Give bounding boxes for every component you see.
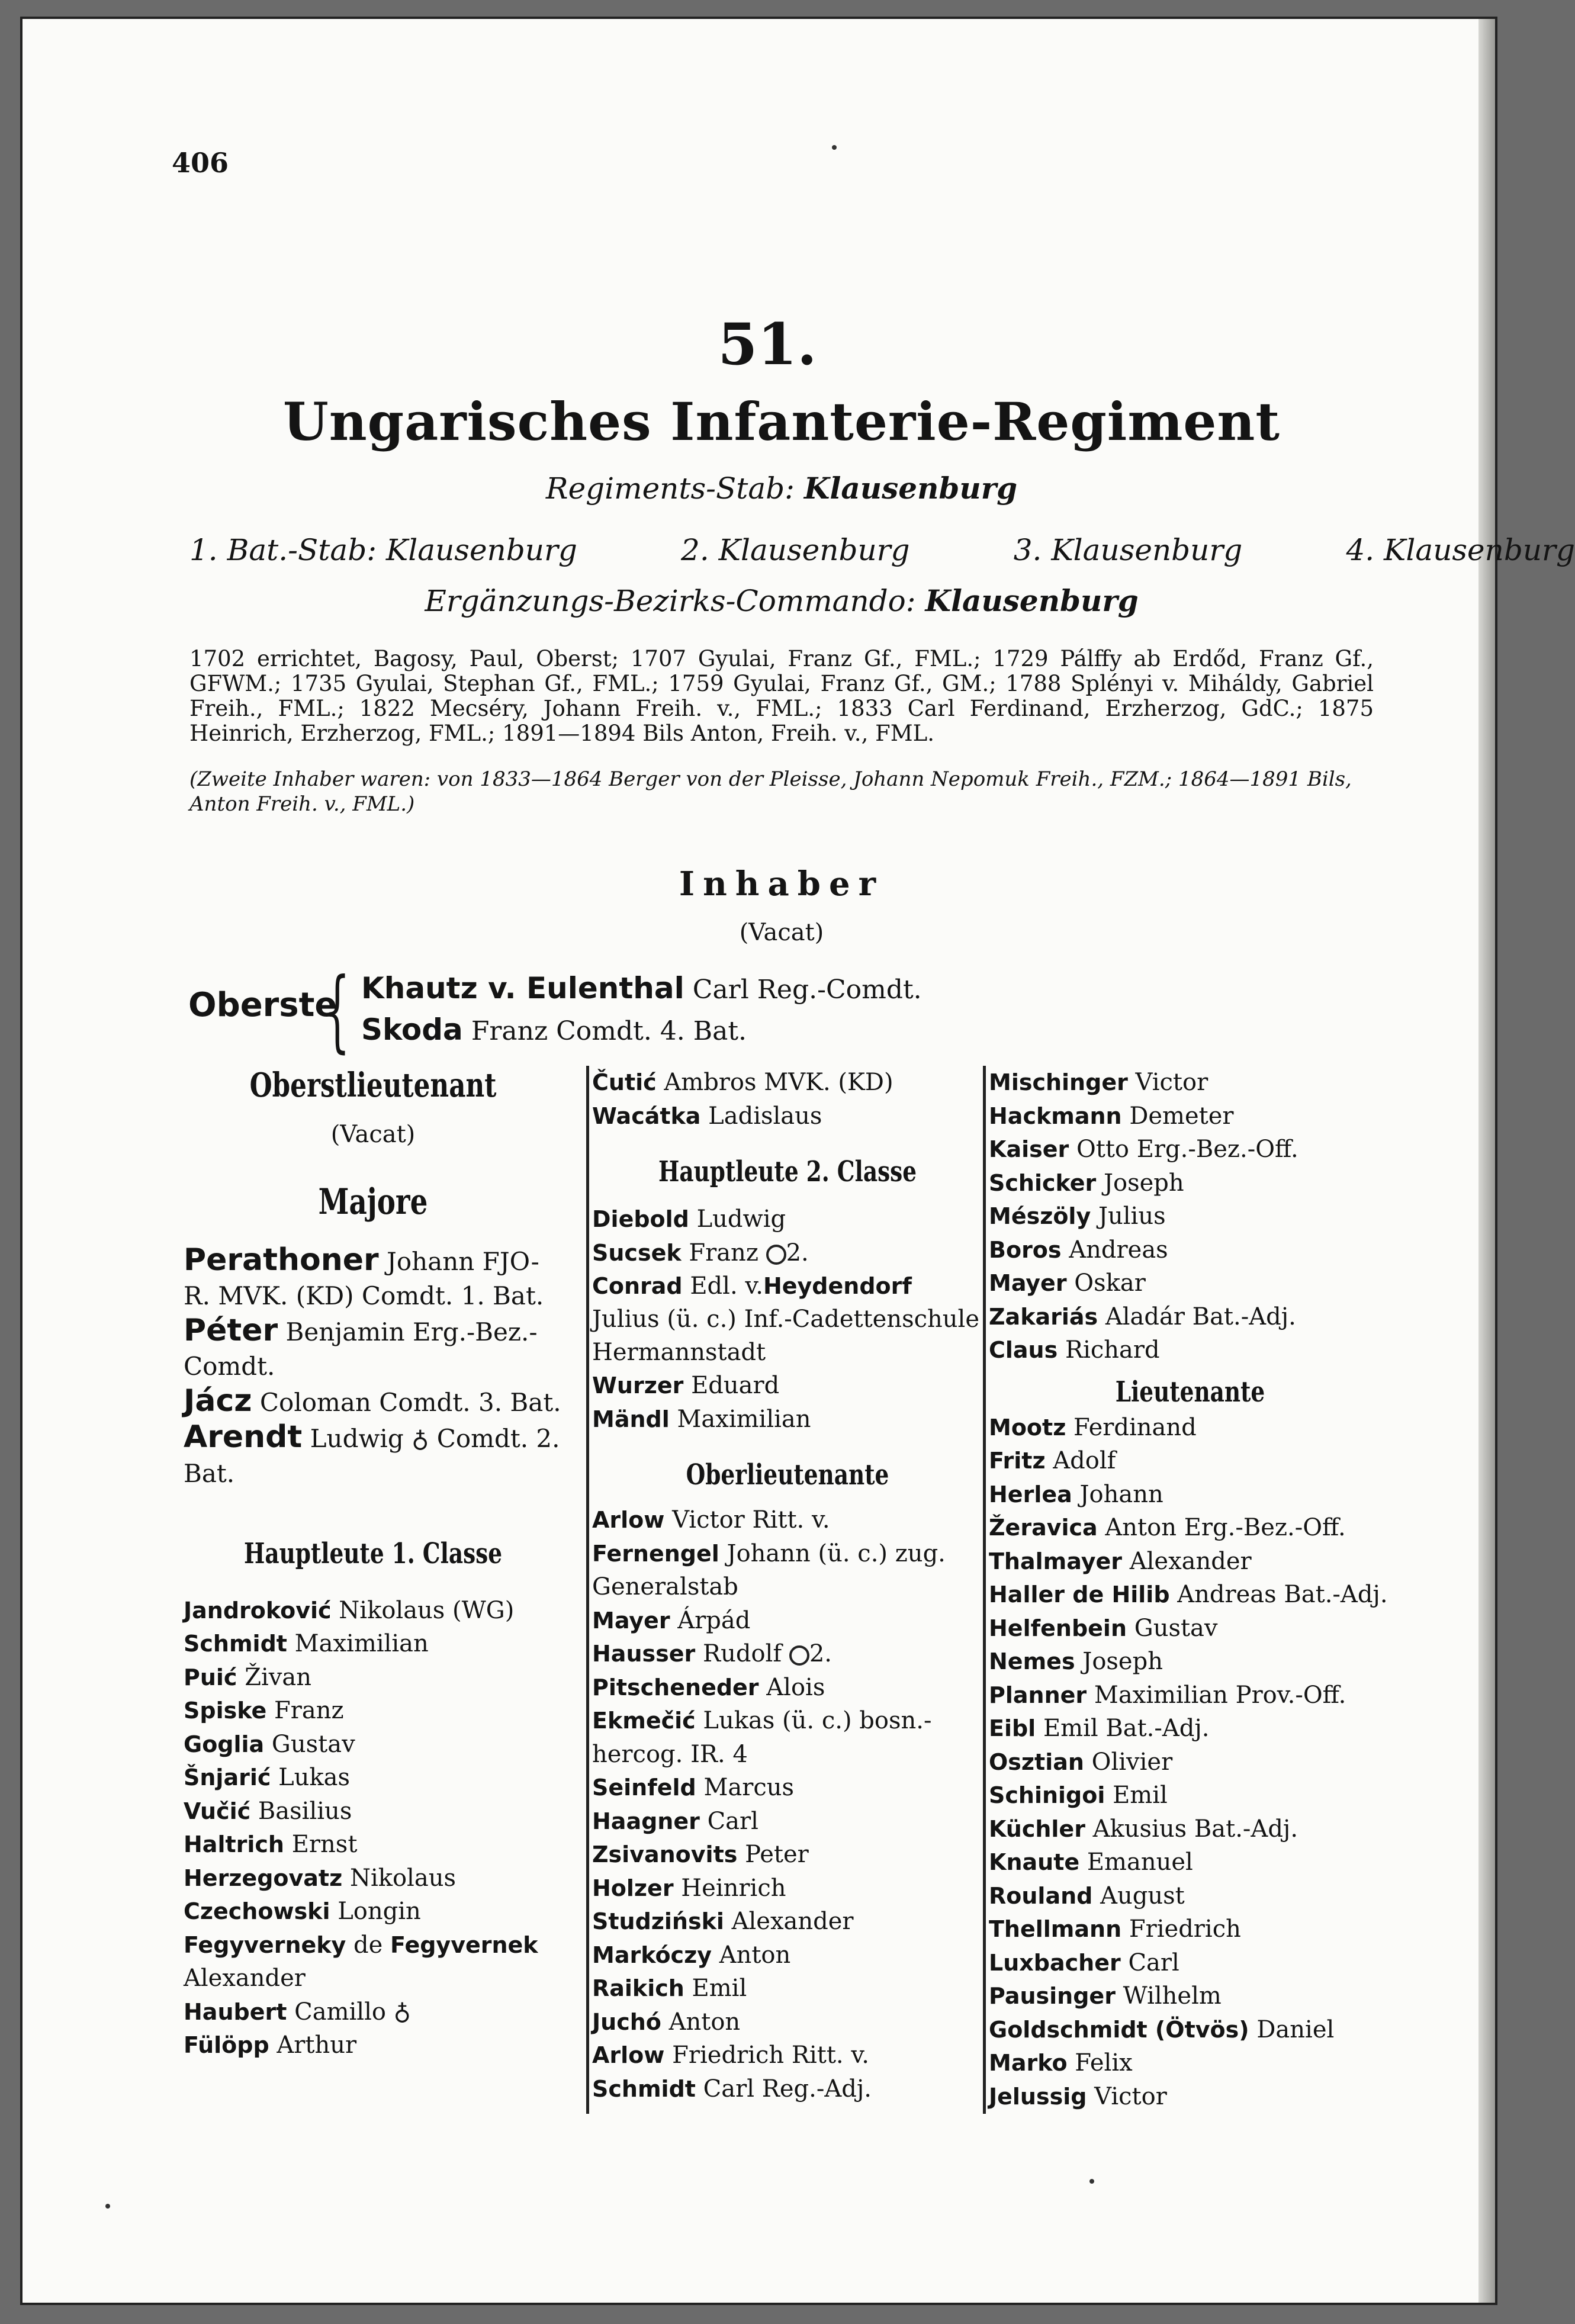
list-item (592, 1905, 983, 1939)
list-item (592, 1604, 983, 1638)
officer-details: Heinrich (681, 1874, 786, 1902)
list-item (989, 1233, 1391, 1267)
officer-details: Ambros MVK. (KD) (664, 1069, 893, 1096)
officer-name: Perathoner (184, 1242, 379, 1278)
officer-details: Andreas Bat.-Adj. (1177, 1581, 1388, 1608)
oberlieutenante-heading: Oberlieutenante (686, 1458, 889, 1492)
officer-name: Raikich (592, 1975, 684, 2001)
list-item (184, 1795, 562, 1828)
officer-details: Alexander (1129, 1547, 1252, 1575)
officer-name: Mészöly (989, 1203, 1091, 1229)
officer-name: Zakariás (989, 1303, 1098, 1330)
bat-stab-2: 2. Klausenburg (681, 533, 910, 567)
column-1 (184, 1066, 562, 2062)
officer-details: Akusius Bat.-Adj. (1092, 1815, 1298, 1843)
regiment-history: 1702 errichtet, Bagosy, Paul, Oberst; 1707 Gyulai, Franz Gf., FML.; 1729 Pálffy ab Erdőd, Franz Gf., GFWM.; 1735 Gyulai, Stephan Gf., FML.; 1759 Gyulai, Franz Gf., GM.; 1788 Splényi v. Miháldy, Gabriel Freih., FML.; 1822 Mecséry, Johann Freih. v., FML.; 1833 Carl Ferdinand, Erzherzog, GdC.; 1875 Heinrich, Erzherzog, FML.; 1891—1894 Bils Anton, Freih. v., FML. (189, 646, 1374, 746)
order-class: 2. (786, 1239, 809, 1267)
officer-details: Friedrich Ritt. v. (672, 2042, 869, 2069)
officer-details: Marcus (703, 1774, 795, 1801)
list-item (184, 1243, 562, 1313)
list-item (184, 1694, 562, 1728)
officer-name: Juchó (592, 2008, 661, 2035)
oberstlieutenant-heading: Oberstlieutenant (249, 1066, 497, 1105)
officer-details: Aladár Bat.-Adj. (1105, 1303, 1296, 1330)
list-item (592, 1972, 983, 2005)
officer-name: Helfenbein (989, 1615, 1127, 1641)
list-item (592, 1203, 983, 1236)
officer-name: Schmidt (184, 1631, 287, 1657)
list-item (184, 1828, 562, 1862)
list-item (592, 1369, 983, 1403)
inhaber-heading: Inhaber (679, 864, 885, 904)
officer-name: Eibl (989, 1715, 1036, 1741)
officer-details: Anton (719, 1941, 791, 1969)
officer-details: Friedrich (1129, 1915, 1241, 1943)
officer-name: Nemes (989, 1648, 1075, 1674)
list-item (592, 1838, 983, 1872)
list-item (184, 1995, 562, 2029)
list-item (989, 1578, 1391, 1612)
list-item (989, 1200, 1391, 1233)
officer-name: Jelussig (989, 2083, 1087, 2110)
officer-name: Haller de Hilib (989, 1582, 1170, 1608)
list-item (592, 1236, 983, 1270)
officer-details: Peter (745, 1841, 809, 1868)
officer-name: Šnjarić (184, 1764, 271, 1791)
oberste-label: Oberste (188, 986, 338, 1024)
officer-name: Fülöpp (184, 2032, 269, 2058)
officer-name: Claus (989, 1337, 1058, 1363)
list-item (989, 1946, 1391, 1980)
bat-stab-1: 1. Bat.-Stab: Klausenburg (189, 533, 577, 567)
officer-name: Haubert (184, 1998, 287, 2025)
list-item (184, 1862, 562, 1895)
decoration-icon: ♁ (412, 1425, 429, 1453)
officer-details: Gustav (271, 1730, 355, 1758)
oberst-row (361, 1012, 747, 1047)
list-item (989, 1846, 1391, 1879)
officer-details: Johann (ü. c.) zug. Generalstab (592, 1539, 946, 1600)
officer-name: Diebold (592, 1206, 689, 1232)
officer-details: Anton Erg.-Bez.-Off. (1105, 1514, 1346, 1541)
officer-details: Emil (1113, 1782, 1168, 1809)
list-item (592, 1503, 983, 1537)
list-item (592, 1066, 983, 1100)
officer-details: Benjamin Erg.-Bez.-Comdt. (184, 1317, 538, 1381)
page-number: 406 (172, 147, 229, 179)
print-speck (105, 2204, 110, 2209)
list-item (989, 1645, 1391, 1679)
list-item (592, 1771, 983, 1805)
officer-name: Jácz (184, 1383, 252, 1419)
list-item (989, 2080, 1391, 2114)
regiments-stab-label: Regiments-Stab: (545, 471, 795, 506)
list-item (989, 1979, 1391, 2013)
officer-name: Schicker (989, 1169, 1097, 1196)
brace-icon: { (324, 959, 350, 1062)
list-item (989, 1779, 1391, 1812)
officer-name: Holzer (592, 1875, 674, 1901)
officer-details: Adolf (1053, 1447, 1116, 1474)
officer-details: Lukas (ü. c.) bosn.-hercog. IR. 4 (592, 1707, 932, 1768)
officer-name: Knaute (989, 1849, 1080, 1875)
bataillon-stab-line (189, 533, 1575, 567)
officer-name: Planner (989, 1682, 1087, 1708)
officer-details: Carl (1128, 1949, 1179, 1976)
officer-details: Carl (707, 1807, 758, 1835)
officer-name: Zsivanovits (592, 1841, 738, 1867)
officer-name: Marko (989, 2050, 1068, 2076)
officer-details: August (1100, 1882, 1185, 1910)
officer-details: Emanuel (1087, 1849, 1193, 1876)
officer-details: Julius (1098, 1203, 1166, 1230)
order-circle-icon (766, 1245, 786, 1265)
officer-details: Ludwig (696, 1206, 786, 1233)
majore-heading: Majore (318, 1181, 428, 1223)
officer-name: Wurzer (592, 1372, 684, 1399)
officer-details: Johann FJO-R. MVK. (KD) Comdt. 1. Bat. (184, 1246, 544, 1310)
ergaenzung-label: Ergänzungs-Bezirks-Commando: (425, 584, 916, 618)
officer-name: Žeravica (989, 1515, 1098, 1541)
officer-details: Rudolf (702, 1640, 782, 1667)
officer-details: Franz (274, 1697, 344, 1724)
officer-name: Küchler (989, 1815, 1085, 1842)
inhaber-value: (Vacat) (739, 919, 824, 946)
officer-details: Živan (245, 1663, 311, 1691)
officer-details: Ludwig (310, 1423, 404, 1453)
officer-name: Puić (184, 1664, 237, 1690)
officer-name: Mischinger (989, 1069, 1128, 1095)
officer-name: Péter (184, 1312, 278, 1348)
officer-details-2: Comdt. 2. Bat. (184, 1423, 560, 1488)
list-item (989, 1879, 1391, 1913)
officer-name: Hausser (592, 1641, 696, 1667)
officer-name: Boros (989, 1236, 1062, 1263)
officer-name: Pausinger (989, 1983, 1116, 2009)
officer-details: Victor Ritt. v. (672, 1506, 830, 1534)
officer-details: Ladislaus (708, 1102, 822, 1130)
list-item (989, 1333, 1391, 1367)
officer-name: Pitscheneder (592, 1674, 759, 1701)
list-item (989, 1066, 1391, 1100)
officer-name: Osztian (989, 1748, 1084, 1775)
regiment-number: 51. (718, 311, 817, 378)
officer-name: Ekmečić (592, 1708, 696, 1734)
list-item (592, 2039, 983, 2072)
oberst-row (361, 971, 922, 1005)
officer-name: Conrad (592, 1273, 683, 1299)
officer-details: Oskar (1074, 1269, 1146, 1297)
officer-name: Kaiser (989, 1136, 1069, 1162)
list-item (184, 1313, 562, 1384)
list-item (592, 1269, 983, 1369)
officer-details: Andreas (1069, 1236, 1168, 1264)
officer-name: Thalmayer (989, 1548, 1122, 1574)
officer-details: Árpád (677, 1606, 751, 1634)
officer-name: Mayer (989, 1270, 1067, 1296)
officer-name: Spiske (184, 1698, 267, 1724)
list-item (989, 1679, 1391, 1712)
officer-details: Nikolaus (WG) (339, 1596, 515, 1624)
list-item (592, 1403, 983, 1436)
list-item (989, 1267, 1391, 1300)
officer-details: Carl Reg.-Adj. (703, 2075, 872, 2103)
officer-name: Markóczy (592, 1942, 712, 1968)
officer-details: Victor (1135, 1069, 1208, 1096)
officer-details: Maximilian (294, 1630, 429, 1657)
list-item (592, 1805, 983, 1838)
officer-name: Studziński (592, 1908, 724, 1934)
list-item (592, 2072, 983, 2106)
officer-details: Basilius (258, 1797, 352, 1825)
oberst-details: Franz Comdt. 4. Bat. (471, 1016, 747, 1046)
list-item (592, 1537, 983, 1604)
list-item (989, 2046, 1391, 2080)
officer-name: Vučić (184, 1798, 251, 1824)
officer-name: Haltrich (184, 1831, 284, 1857)
officer-details: Ernst (291, 1831, 358, 1858)
list-item (989, 1100, 1391, 1133)
officer-name: Goglia (184, 1731, 265, 1757)
officer-details: Maximilian Prov.-Off. (1094, 1681, 1346, 1709)
list-item (989, 1411, 1391, 1445)
list-item (184, 1594, 562, 1628)
officer-details: Johann (1079, 1480, 1163, 1508)
officer-details: Emil Bat.-Adj. (1043, 1715, 1210, 1742)
officer-name: Herzegovatz (184, 1865, 343, 1891)
officer-details: Richard (1065, 1336, 1160, 1364)
list-item (989, 1444, 1391, 1478)
list-item (184, 1728, 562, 1762)
officer-details: Alois (766, 1673, 825, 1701)
list-item (184, 1661, 562, 1695)
ergaenzung-place: Klausenburg (925, 583, 1139, 618)
column-3 (983, 1066, 1391, 2114)
list-item (184, 1384, 562, 1420)
print-speck (832, 145, 837, 150)
list-item (592, 1637, 983, 1671)
column-2 (586, 1066, 983, 2114)
officer-name: Thellmann (989, 1916, 1122, 1942)
officer-details: Otto Erg.-Bez.-Off. (1076, 1136, 1298, 1163)
officer-details: Camillo (294, 1998, 386, 2026)
hauptleute-1-list (184, 1594, 562, 2062)
officer-details: Joseph (1082, 1648, 1163, 1675)
officer-name: Herlea (989, 1481, 1072, 1507)
officer-name: Seinfeld (592, 1775, 696, 1801)
officer-details: Edl. v. (690, 1272, 763, 1300)
officer-details: Alexander (731, 1908, 854, 1935)
list-item (592, 1671, 983, 1705)
oberst-details: Carl Reg.-Comdt. (692, 975, 922, 1005)
hauptleute-2-heading: Hauptleute 2. Classe (658, 1155, 917, 1188)
officer-details: Emil (692, 1975, 747, 2002)
oberstlieutenant-value: (Vacat) (330, 1121, 416, 1148)
officer-details: Olivier (1091, 1748, 1173, 1776)
officer-details: Joseph (1103, 1169, 1184, 1197)
officer-name: Rouland (989, 1882, 1093, 1909)
bat-stab-3: 3. Klausenburg (1013, 533, 1243, 567)
officer-name: Schinigoi (989, 1782, 1105, 1808)
officer-name: Schmidt (592, 2075, 696, 2102)
list-item (592, 1872, 983, 1905)
second-owners-note: (Zweite Inhaber waren: von 1833—1864 Berger von der Pleisse, Johann Nepomuk Freih., FZM.; 1864—1891 Bils, Anton Freih. v., FML.) (189, 767, 1352, 816)
oberst-name: Khautz v. Eulenthal (361, 971, 684, 1005)
officer-name: Haagner (592, 1808, 700, 1834)
officer-name: Mayer (592, 1607, 670, 1634)
list-item (989, 1166, 1391, 1200)
officer-name: Hackmann (989, 1102, 1122, 1129)
officer-name: Fegyverneky (184, 1931, 346, 1958)
officer-details: de (353, 1931, 383, 1959)
majore-list (184, 1243, 562, 1491)
officer-name: Mootz (989, 1414, 1066, 1441)
officer-name: Luxbacher (989, 1949, 1121, 1976)
list-item (989, 1511, 1391, 1545)
list-item (989, 2013, 1391, 2047)
officer-details: Daniel (1256, 2016, 1335, 2043)
print-speck (1089, 2179, 1094, 2184)
list-item (592, 2005, 983, 2039)
list-item (989, 1133, 1391, 1166)
officer-name: Jandroković (184, 1597, 332, 1624)
officer-details: Coloman Comdt. 3. Bat. (259, 1387, 561, 1417)
officer-name: Fritz (989, 1448, 1046, 1474)
officer-details-2: Alexander (184, 1965, 306, 1992)
list-item (989, 1300, 1391, 1334)
officer-name-2: Fegyvernek (390, 1931, 538, 1958)
officer-name: Arendt (184, 1419, 303, 1455)
officer-name: Mändl (592, 1406, 670, 1432)
list-item (592, 1704, 983, 1771)
officer-name: Czechowski (184, 1898, 330, 1924)
officer-details-2: Julius (ü. c.) Inf.-Cadettenschule Hermannstadt (592, 1306, 980, 1366)
officer-details: Victor (1094, 2082, 1167, 2110)
lieutenante-heading: Lieutenante (1115, 1375, 1265, 1409)
officer-name: Arlow (592, 2042, 665, 2068)
officer-details: Wilhelm (1123, 1982, 1222, 2010)
hauptleute-1-heading: Hauptleute 1. Classe (243, 1537, 503, 1570)
officer-details: Anton (668, 2008, 741, 2036)
officer-details: Franz (689, 1239, 758, 1267)
officer-details: Lukas (278, 1764, 351, 1791)
officer-details: Maximilian (677, 1405, 811, 1433)
officer-details: Gustav (1134, 1614, 1218, 1642)
list-item (184, 1761, 562, 1795)
decoration-icon: ♁ (393, 1998, 411, 2026)
list-item (989, 1812, 1391, 1846)
list-item (989, 1478, 1391, 1512)
officer-details: Eduard (691, 1372, 780, 1399)
list-item (592, 1939, 983, 1972)
list-item (184, 1420, 562, 1491)
regiments-stab-place: Klausenburg (803, 471, 1018, 506)
officer-details: Nikolaus (349, 1864, 456, 1892)
bat-stab-4: 4. Klausenburg (1346, 533, 1575, 567)
officer-name-2: Heydendorf (763, 1273, 912, 1299)
officer-details: Demeter (1129, 1102, 1234, 1130)
officer-name: Arlow (592, 1507, 665, 1533)
order-circle-icon (789, 1645, 809, 1666)
officer-name: Wacátka (592, 1102, 701, 1129)
list-item (184, 1928, 562, 1995)
officer-name: Čutić (592, 1069, 657, 1095)
list-item (592, 1100, 983, 1133)
ergaenzung-line (0, 583, 1563, 618)
regiments-stab-line (0, 471, 1563, 506)
list-item (989, 1612, 1391, 1645)
list-item (184, 1627, 562, 1661)
officer-name: Sucsek (592, 1239, 682, 1266)
list-item (989, 1545, 1391, 1579)
list-item (184, 2029, 562, 2062)
officer-details: Ferdinand (1073, 1413, 1197, 1441)
list-item (989, 1912, 1391, 1946)
list-item (184, 1895, 562, 1928)
list-item (989, 1746, 1391, 1779)
regiment-title: Ungarisches Infanterie-Regiment (282, 391, 1281, 452)
officer-details: Arthur (277, 2032, 357, 2059)
officer-details: Longin (338, 1898, 421, 1925)
oberst-name: Skoda (361, 1012, 463, 1047)
officer-name: Fernengel (592, 1540, 719, 1567)
list-item (989, 1712, 1391, 1746)
officer-name: Goldschmidt (Ötvös) (989, 2016, 1249, 2043)
order-class: 2. (809, 1640, 832, 1667)
officer-details: Felix (1075, 2049, 1133, 2077)
